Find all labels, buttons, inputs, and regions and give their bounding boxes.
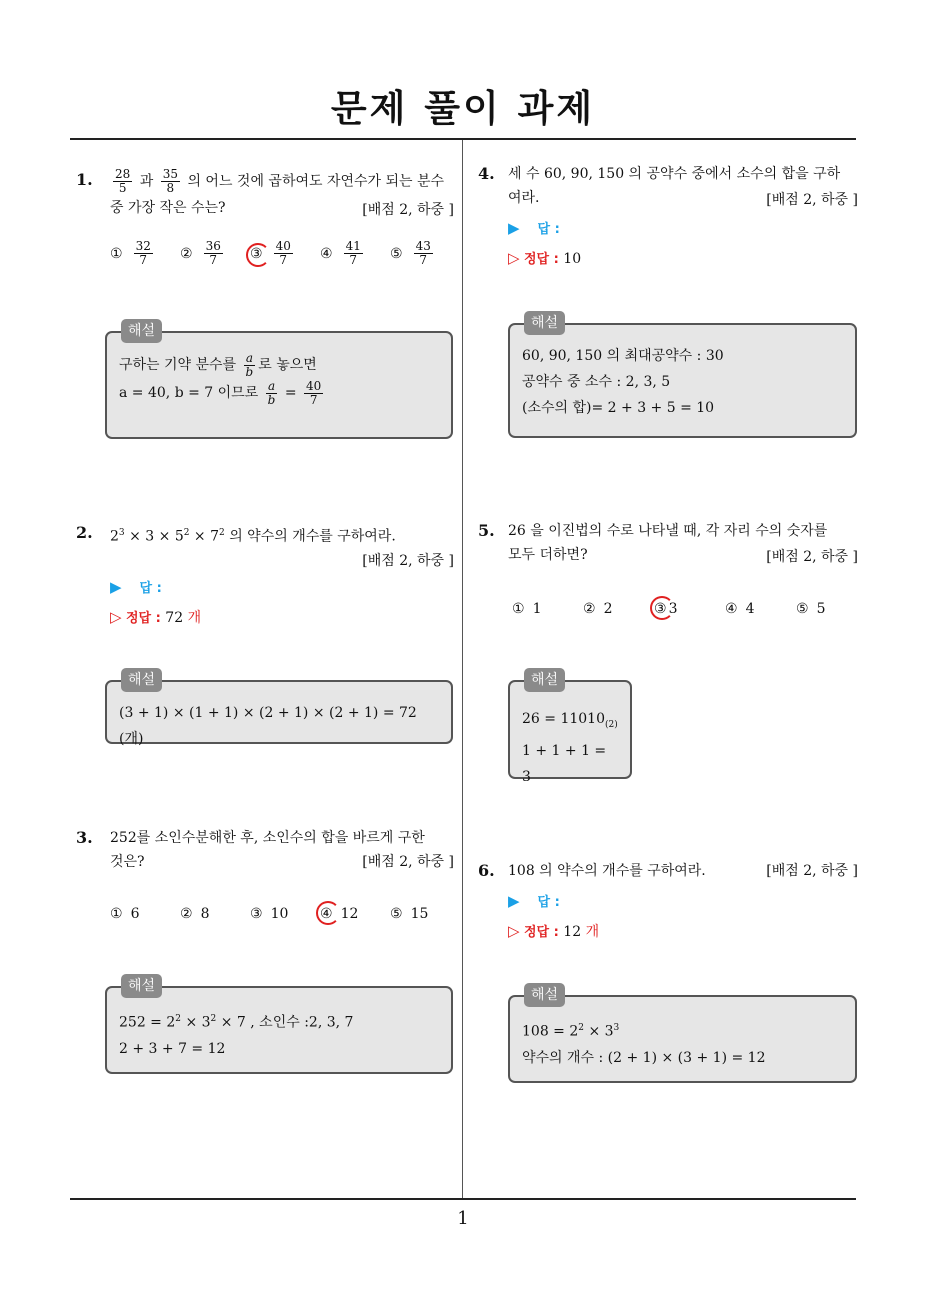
choice-3[interactable]: ③ 10 [250, 906, 289, 922]
choice-3[interactable]: ③ 3 [654, 597, 725, 621]
solution-line: 1 + 1 + 1 = 3 [522, 742, 607, 785]
question-number: 4. [478, 164, 495, 183]
solution-line: 2 + 3 + 7 = 12 [119, 1040, 226, 1057]
question-number: 2. [76, 523, 93, 542]
choice-4[interactable]: ④ 4 [725, 601, 755, 617]
score-label: [배점 2, 하중 ] [766, 549, 858, 565]
solution-line: a = 40, b = 7 이므로 $\frac{a}{b}$ = $\frac{40}{7}$ [119, 378, 322, 407]
question-text: 세 수 60, 90, 150 의 공약수 중에서 소수의 합을 구하 여라. [508, 166, 841, 206]
choice-2[interactable]: ② 8 [180, 906, 210, 922]
question-number: 1. [76, 170, 93, 189]
answer-area [508, 214, 581, 274]
correct-label: 정답 : [524, 925, 559, 940]
answer-value: 12 [563, 924, 582, 940]
choice-1[interactable]: ① 6 [110, 906, 140, 922]
choice-2[interactable]: ② $\frac{36}{7}$ [180, 239, 221, 267]
solution-line: 60, 90, 150 의 최대공약수 : 30 [522, 348, 724, 364]
choice-list [110, 902, 450, 926]
question-text: 252를 소인수분해한 후, 소인수의 합을 바르게 구한 것은? [110, 830, 425, 870]
solution-box-3 [105, 978, 453, 1074]
score-label: [배점 2, 하중 ] [766, 192, 858, 208]
score-label: [배점 2, 하중 ] [362, 202, 454, 218]
correct-label: 정답 : [126, 611, 161, 626]
question-2 [76, 521, 454, 631]
choice-1[interactable]: ① $\frac{32}{7}$ [110, 239, 151, 267]
question-4 [478, 162, 858, 272]
answer-value: 72 [165, 610, 184, 626]
question-number: 5. [478, 521, 495, 540]
triangle-outline-icon: ▷ [508, 922, 520, 940]
answer-value: 10 [563, 251, 582, 267]
choice-5[interactable]: ⑤ 15 [390, 906, 429, 922]
score-label: [배점 2, 하중 ] [362, 854, 454, 870]
answer-area [508, 887, 599, 947]
solution-tag: 해설 [524, 668, 565, 692]
question-text: $2^3 \times 3 \times 5^2 \times 7^2$ 의 약수의 개수를 구하여라. [110, 528, 396, 545]
answer-label: 답 : [537, 222, 560, 237]
choice-2[interactable]: ② 2 [583, 601, 613, 617]
question-text: 108 의 약수의 개수를 구하여라. [508, 863, 706, 879]
answer-label: 답 : [139, 581, 162, 596]
question-text: $\frac{28}{5}$ 과 $\frac{35}{8}$ 의 어느 것에 곱하여도 자연수가 되는 분수 중 가장 작은 수는? [110, 167, 445, 216]
choice-5[interactable]: ⑤ $\frac{43}{7}$ [390, 239, 431, 267]
solution-tag: 해설 [121, 974, 162, 998]
question-number: 3. [76, 828, 93, 847]
answer-circle [650, 596, 674, 620]
solution-line: (소수의 합)= 2 + 3 + 5 = 10 [522, 400, 715, 416]
question-number: 6. [478, 861, 495, 880]
solution-box-5 [508, 672, 632, 785]
solution-box-4 [508, 315, 857, 438]
top-rule [70, 138, 856, 140]
solution-line: $108 = 2^2 \times 3^3$ [522, 1023, 620, 1040]
play-icon: ▶ [110, 578, 122, 596]
answer-circle [246, 243, 270, 267]
fraction: $\frac{35}{8}$ [162, 167, 178, 195]
solution-tag: 해설 [524, 983, 565, 1007]
solution-line: 약수의 개수 : (2 + 1) × (3 + 1) = 12 [522, 1049, 766, 1066]
answer-unit: 개 [187, 610, 202, 626]
score-label: [배점 2, 하중 ] [362, 553, 454, 569]
solution-box-2 [105, 672, 453, 747]
score-label: [배점 2, 하중 ] [766, 863, 858, 879]
page-title: 문제 풀이 과제 [330, 87, 596, 130]
choice-list [110, 240, 450, 267]
play-icon: ▶ [508, 219, 520, 237]
play-icon: ▶ [508, 892, 520, 910]
solution-box-6 [508, 987, 857, 1083]
choice-list [512, 597, 846, 621]
choice-1[interactable]: ① 1 [512, 601, 542, 617]
choice-4[interactable]: ④ 12 [320, 902, 390, 926]
question-5 [478, 519, 858, 629]
question-6 [478, 859, 858, 949]
solution-line: (3 + 1) × (1 + 1) × (2 + 1) × (2 + 1) = 72 (개) [119, 705, 417, 747]
triangle-outline-icon: ▷ [110, 608, 122, 626]
solution-box-1 [105, 323, 453, 439]
answer-area [110, 573, 201, 633]
question-3 [76, 826, 454, 936]
answer-unit: 개 [585, 924, 600, 940]
solution-tag: 해설 [121, 319, 162, 343]
fraction: $\frac{28}{5}$ [115, 167, 131, 195]
column-divider [462, 140, 463, 1198]
answer-circle [316, 901, 340, 925]
bottom-rule [70, 1198, 856, 1200]
answer-label: 답 : [537, 895, 560, 910]
solution-line: $26 = 11010_{(2)}$ [522, 711, 618, 730]
solution-line: 공약수 중 소수 : 2, 3, 5 [522, 374, 671, 390]
correct-label: 정답 : [524, 252, 559, 267]
question-text: 26 을 이진법의 수로 나타낼 때, 각 자리 수의 숫자를 모두 더하면? [508, 523, 828, 563]
solution-tag: 해설 [121, 668, 162, 692]
choice-4[interactable]: ④ $\frac{41}{7}$ [320, 239, 361, 267]
solution-line: 구하는 기약 분수를 $\frac{a}{b}$ 로 놓으면 [119, 350, 317, 379]
solution-line: $252 = 2^2 \times 3^2 \times 7$ , 소인수 :2, 3, 7 [119, 1014, 354, 1031]
solution-tag: 해설 [524, 311, 565, 335]
page-number: 1 [457, 1208, 469, 1229]
choice-3[interactable]: ③ $\frac{40}{7}$ [250, 240, 320, 267]
choice-5[interactable]: ⑤ 5 [796, 601, 826, 617]
triangle-outline-icon: ▷ [508, 249, 520, 267]
